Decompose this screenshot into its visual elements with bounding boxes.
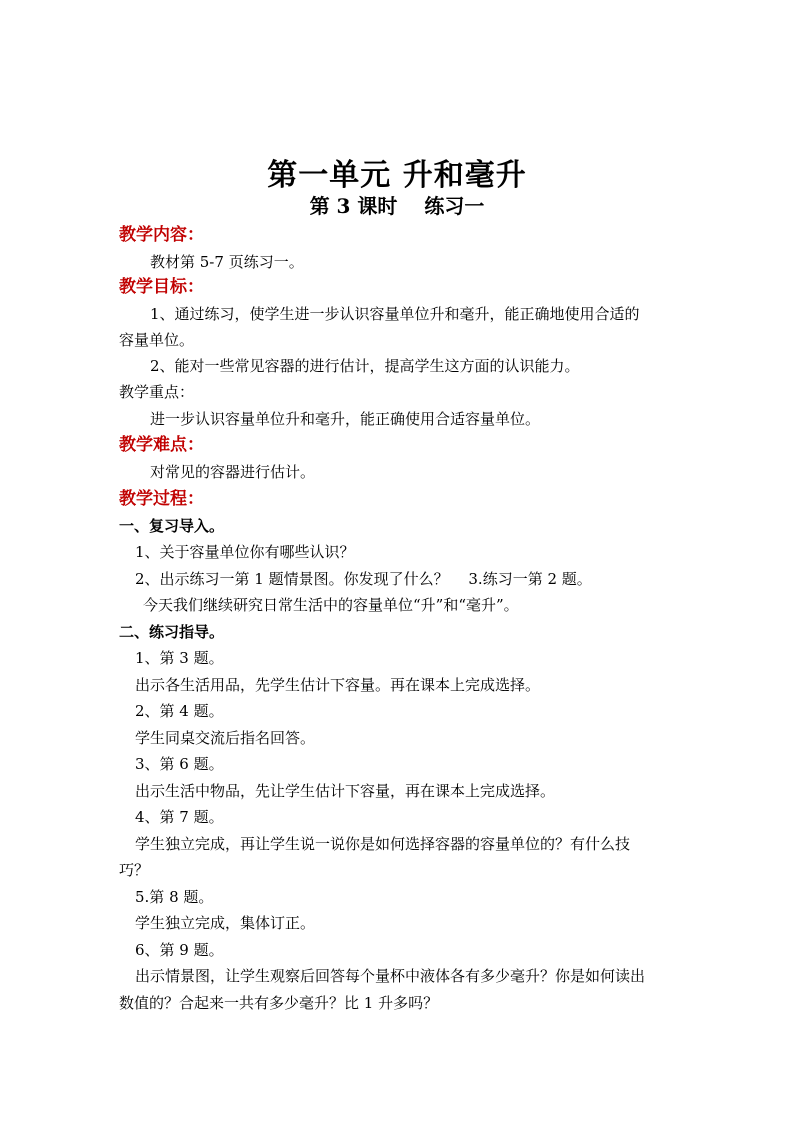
- ex8-text: 学生独立完成，集体订正。: [135, 914, 316, 932]
- difficulty-heading: 教学难点：: [119, 435, 204, 455]
- ex6-text: 出示生活中物品，先让学生估计下容量，再在课本上完成选择。: [135, 782, 556, 800]
- ex6-label: 3、第 6 题。: [135, 755, 224, 773]
- part2-heading: 二、练习指导。: [119, 623, 225, 641]
- ex4-label: 2、第 4 题。: [135, 702, 224, 720]
- content-heading: 教学内容：: [119, 225, 204, 245]
- goal-2: 2、能对一些常见容器的进行估计，提高学生这方面的认识能力。: [150, 357, 580, 375]
- difficulty-text: 对常见的容器进行估计。: [150, 463, 316, 481]
- process-heading: 教学过程：: [119, 489, 204, 509]
- ex7-text-line1: 学生独立完成，再让学生说一说你是如何选择容器的容量单位的？有什么技: [135, 835, 631, 853]
- part1-item1: 1、关于容量单位你有哪些认识？: [135, 543, 355, 561]
- ex9-text-line2: 数值的？合起来一共有多少毫升？比 1 升多吗？: [119, 994, 439, 1012]
- goals-heading: 教学目标：: [119, 277, 204, 297]
- part1-item3: 今天我们继续研究日常生活中的容量单位“升”和“毫升”。: [143, 596, 519, 614]
- page-title: 第一单元 升和毫升: [267, 158, 527, 193]
- ex7-label: 4、第 7 题。: [135, 808, 224, 826]
- keypoint-heading: 教学重点：: [119, 383, 195, 401]
- ex9-label: 6、第 9 题。: [135, 941, 224, 959]
- goal-1-line1: 1、通过练习，使学生进一步认识容量单位升和毫升，能正确地使用合适的: [150, 305, 640, 323]
- ex3-label: 1、第 3 题。: [135, 649, 224, 667]
- ex7-text-line2: 巧？: [119, 861, 150, 879]
- ex3-text: 出示各生活用品，先学生估计下容量。再在课本上完成选择。: [135, 676, 541, 694]
- part1-heading: 一、复习导入。: [119, 517, 225, 535]
- ex9-text-line1: 出示情景图，让学生观察后回答每个量杯中液体各有多少毫升？你是如何读出: [135, 967, 646, 985]
- ex8-label: 5.第 8 题。: [135, 888, 214, 906]
- goal-1-line2: 容量单位。: [119, 331, 195, 349]
- page-subtitle: 第 3 课时 练习一: [309, 194, 485, 218]
- ex4-text: 学生同桌交流后指名回答。: [135, 729, 316, 747]
- keypoint-text: 进一步认识容量单位升和毫升，能正确使用合适容量单位。: [150, 410, 541, 428]
- content-text: 教材第 5-7 页练习一。: [150, 253, 304, 271]
- part1-item2: 2、出示练习一第 1 题情景图。你发现了什么？ 3.练习一第 2 题。: [135, 570, 592, 588]
